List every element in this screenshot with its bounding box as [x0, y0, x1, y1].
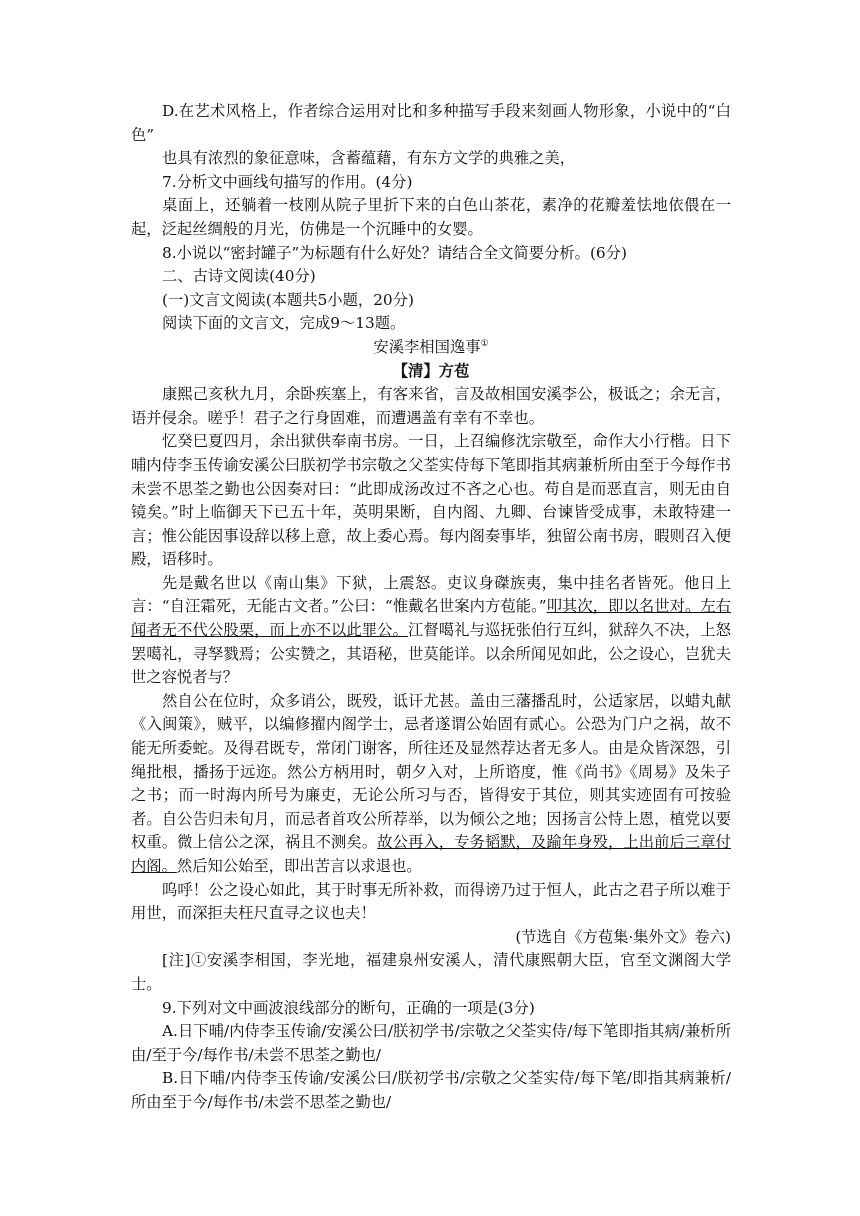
paragraph-4-text-a: 然自公在位时，众多诮公，既殁，诋讦尤甚。盖由三藩播乱时，公适家居，以蜡丸献《入闽策》，贼平，以编修擢内阁学士，忌者遂谓公始固有贰心。公恐为门户之祸，故不能无所委蛇。及得君既专，常闭门谢客，所往还及显然荐达者无多人。由是众皆深怨，引绳批根，播扬于远迩。然公方柄用时，朝夕入对，上所谘度，惟《尚书》《周易》及朱子之书；而一时海内所号为廉吏，无论公所习与否，皆得安于其位，则其实迹固有可按验者。自公告归未旬月，而忌者首攻公所荐举，以为倾公之地；因扬言公恃上恩，植党以要权重。微上信公之深，祸且不测矣。 [131, 691, 731, 852]
passage-author: 【清】方苞 [392, 361, 470, 380]
section-heading: 二、古诗文阅读(40分) [162, 267, 316, 286]
question-7-quote: 桌面上，还躺着一枝刚从院子里折下来的白色山茶花，素净的花瓣羞怯地依偎在一起，泛起丝绸般的月光，仿佛是一个沉睡中的女婴。 [131, 196, 731, 238]
document-page [131, 100, 731, 1115]
sub-section-heading: (一)文言文阅读(本题共5小题，20分) [162, 290, 414, 309]
passage-paragraph-4 [131, 690, 731, 879]
passage-source: (节选自《方苞集·集外文》卷六) [515, 927, 731, 946]
paragraph-3-text-a: 先是戴名世以《南山集》下狱，上震怒。吏议身磔族夷，集中挂名者皆死。他日上言：“自汪霜死，无能古文者。”公曰：“惟戴名世案内方苞能。” [131, 573, 731, 616]
question-9-option-b: B.日下晡/内侍李玉传谕/安溪公曰/朕初学书/宗敬之父荃实侍/每下笔/即指其病兼析/所由至于今/每作书/未尝不思荃之勤也/ [131, 1069, 731, 1111]
title-footnote-mark: ① [480, 338, 489, 349]
passage-paragraph-5: 呜呼！公之设心如此，其于时事无所补救，而得谤乃过于恒人，此古之君子所以难于用世，而深拒夫枉尺直寻之议也夫！ [131, 880, 731, 923]
passage-paragraph-2: 忆癸巳夏四月，余出狱供奉南书房。一日，上召编修沈宗敬至，命作大小行楷。日下晡内侍李玉传谕安溪公曰朕初学书宗敬之父荃实侍每下笔即指其病兼析所由至于今每作书未尝不思荃之勤也公因奏对曰：“此即成汤改过不吝之心也。苟自是而恶直言，则无由自镜矣。”时上临御天下已五十年，英明果断，自内阁、九卿、台谏皆受成事，未敢特建一言；惟公能因事设辞以移上意，故上委心焉。每内阁奏事毕，独留公南书房，暇则召入便殿，语移时。 [131, 432, 731, 569]
underlined-sentence-2: 故公再入，专务韬默，及踰年身殁，上出前后三章付内阁。 [131, 833, 731, 875]
passage-title-text: 安溪李相国逸事 [373, 337, 481, 356]
paragraph-3-text-b: 江督噶礼与巡抚张伯行互纠，狱辞久不决，上怒罢噶礼，寻孥戮焉；公实赞之，其语秘，世莫能详。以余所闻见如此，公之设心，岂犹夫世之容悦者与？ [131, 621, 731, 687]
reading-instruction: 阅读下面的文言文，完成9～13题。 [162, 314, 406, 333]
option-d [131, 100, 731, 147]
question-8: 8.小说以“密封罐子”为标题有什么好处？请结合全文简要分析。(6分) [162, 243, 627, 262]
passage-paragraph-3 [131, 572, 731, 690]
option-d-line1: D.在艺术风格上，作者综合运用对比和多种描写手段来刻画人物形象，小说中的“白色” [131, 102, 731, 144]
passage-title [131, 336, 731, 360]
passage-note: [注]①安溪李相国，李光地，福建泉州安溪人，清代康熙朝大臣，官至文渊阁大学士。 [131, 951, 731, 993]
question-9: 9.下列对文中画波浪线部分的断句，正确的一项是(3分) [162, 998, 535, 1017]
option-d-continued: 也具有浓烈的象征意味，含蓄蕴藉，有东方文学的典雅之美， [162, 149, 576, 168]
question-9-option-a: A.日下晡/内侍李玉传谕/安溪公曰/朕初学书/宗敬之父荃实侍/每下笔即指其病/兼析所由/至于今/每作书/未尝不思荃之勤也/ [131, 1022, 731, 1064]
paragraph-4-text-b: 然后知公始至，即出苦言以求退也。 [176, 857, 422, 875]
question-7: 7.分析文中画线句描写的作用。(4分) [162, 172, 413, 191]
underlined-sentence-1: 叩其次，即以名世对。左右闻者无不代公股栗，而上亦不以此罪公。 [131, 597, 731, 640]
passage-paragraph-1: 康熙己亥秋九月，余卧疾塞上，有客来省，言及故相国安溪李公，极诋之；余无言，语并侵余。嗟乎！君子之行身固难，而遭遇盖有幸有不幸也。 [131, 385, 731, 427]
